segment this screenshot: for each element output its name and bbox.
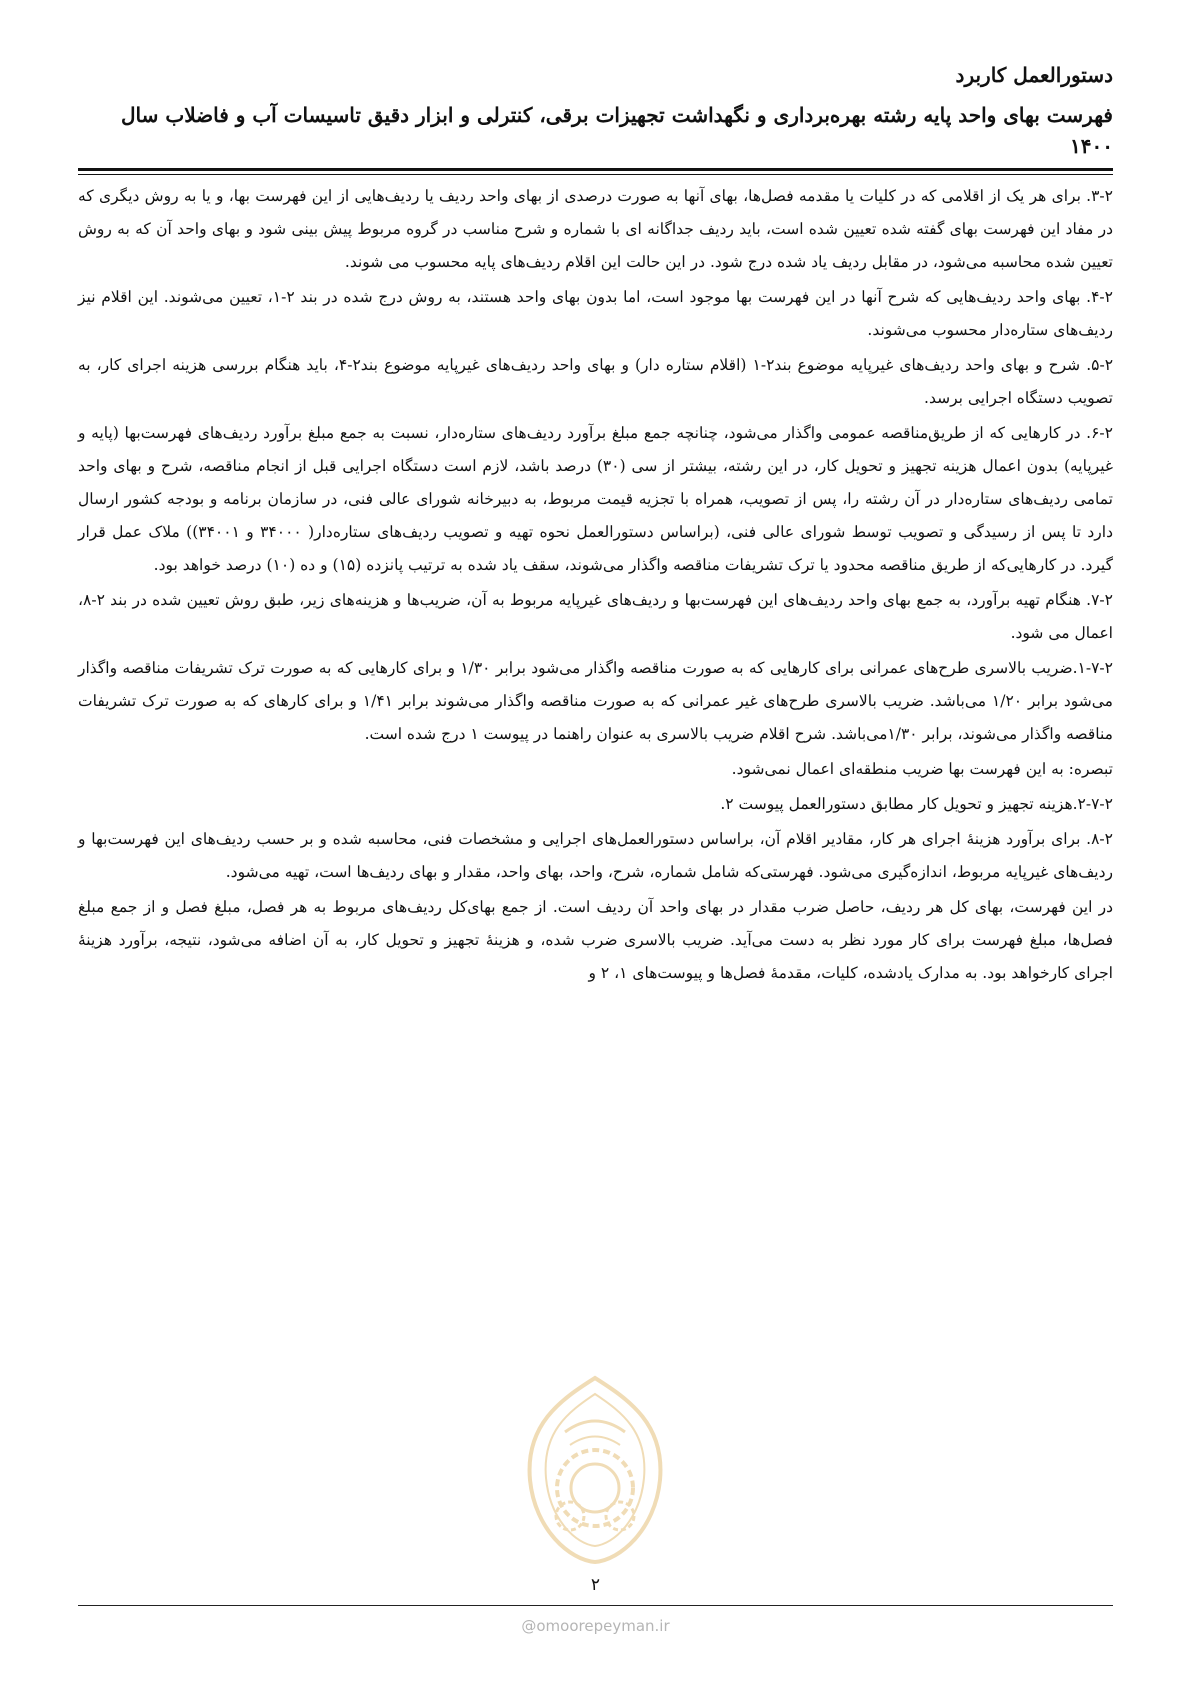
document-label: دستورالعمل کاربرد — [955, 63, 1113, 87]
paragraph-2-8-continued: در این فهرست، بهای کل هر ردیف، حاصل ضرب مقدار در بهای واحد آن ردیف است. از جمع بهای‌کل ردیف‌های مربوط به هر فصل، مبلغ فصل و از جمع مبلغ فصل‌ها، مبلغ فهرست برای کار مورد نظر به دست می‌آید. ضریب بالاسری ضرب شده، و هزینۀ تجهیز و تحویل کار، به آن اضافه می‌شود، نتیجه، برآورد هزینۀ اجرای کارخواهد بود. به مدارک یادشده، کلیات، مقدمۀ فصل‌ها و پیوست‌های ۱، ۲ و — [78, 898, 1113, 982]
document-title: فهرست بهای واحد پایه رشته بهره‌برداری و نگهداشت تجهیزات برقی، کنترلی و ابزار دقیق تاسیسات آب و فاضلاب سال ۱۴۰۰ — [121, 103, 1113, 158]
seal-watermark-icon — [510, 1370, 680, 1570]
document-body — [78, 180, 1113, 992]
header-divider-thin — [78, 174, 1113, 175]
page-header — [78, 60, 1113, 162]
website-footer: @omoorepeyman.ir — [521, 1617, 670, 1635]
paragraph-2-7-1: ۱-۷-۲.ضریب بالاسری طرح‌های عمرانی برای کارهایی که به صورت مناقصه واگذار می‌شود برابر ۱/۳۰ و برای کارهایی که به صورت ترک تشریفات مناقصه واگذار می‌شود برابر ۱/۲۰ می‌باشد. ضریب بالاسری طرح‌های غیر عمرانی که به صورت مناقصه واگذار می‌شوند برابر ۱/۴۱ و برای کارهای که به صورت ترک تشریفات مناقصه واگذار می‌شوند، برابر ۱/۳۰می‌باشد. شرح اقلام ضریب بالاسری به عنوان راهنما در پیوست ۱ درج شده است. — [78, 659, 1113, 743]
paragraph-2-5: ۵-۲. شرح و بهای واحد ردیف‌های غیرپایه موضوع بند۲-۱ (اقلام ستاره دار) و بهای واحد ردیف‌های غیرپایه موضوع بند۲-۴، باید هنگام بررسی هزینه اجرای کار، به تصویب دستگاه اجرایی برسد. — [78, 356, 1114, 407]
paragraph-2-8: ۸-۲. برای برآورد هزینۀ اجرای هر کار، مقادیر اقلام آن، براساس دستورالعمل‌های اجرایی و مشخصات فنی، محاسبه شده و بر حسب ردیف‌های این فهرست‌بها و ردیف‌های غیرپایه مربوط، اندازه‌گیری می‌شود. فهرستی‌که شامل شماره، شرح، واحد، بهای واحد، مقدار و بهای ردیف‌ها است، تهیه می‌شود. — [78, 830, 1113, 881]
paragraph-2-7-2: ۲-۷-۲.هزینه تجهیز و تحویل کار مطابق دستورالعمل پیوست ۲. — [720, 795, 1113, 813]
paragraph-2-4: ۴-۲. بهای واحد ردیف‌هایی که شرح آنها در این فهرست بها موجود است، اما بدون بهای واحد هستند، به روش درج شده در بند ۲-۱، تعیین می‌شوند. این اقلام نیز ردیف‌های ستاره‌دار محسوب می‌شوند. — [78, 288, 1113, 339]
footer-divider — [78, 1605, 1113, 1606]
header-divider — [78, 168, 1113, 171]
paragraph-2-7: ۷-۲. هنگام تهیه برآورد، به جمع بهای واحد ردیف‌های این فهرست‌بها و ردیف‌های غیرپایه مربوط به آن، ضریب‌ها و هزینه‌های زیر، طبق روش تعیین شده در بند ۲-۸، اعمال می شود. — [78, 591, 1113, 642]
paragraph-2-3: ۳-۲. برای هر یک از اقلامی که در کلیات یا مقدمه فصل‌ها، بهای آنها به صورت درصدی از بهای واحد ردیف یا ردیف‌هایی از این فهرست بها، و یا به روش دیگری که در مفاد این فهرست بهای گفته شده تعیین شده است، باید ردیف جداگانه ای با شماره و شرح مناسب در گروه مربوط پیش بینی شود و بهای واحد آن که به روش تعیین شده محاسبه می‌شود، در مقابل ردیف یاد شده درج شود. در این حالت این اقلام ردیف‌های پایه محسوب می شوند. — [78, 187, 1113, 271]
paragraph-note: تبصره: به این فهرست بها ضریب منطقه‌ای اعمال نمی‌شود. — [731, 760, 1113, 778]
page-number: ۲ — [590, 1575, 601, 1595]
paragraph-2-6: ۶-۲. در کارهایی که از طریق‌مناقصه عمومی واگذار می‌شود، چنانچه جمع مبلغ برآورد ردیف‌های ستاره‌دار، نسبت به جمع مبلغ برآورد ردیف‌های فهرست‌بها (پایه و غیرپایه) بدون اعمال هزینه تجهیز و تحویل کار، در این رشته، بیشتر از سی (۳۰) درصد باشد، لازم است دستگاه اجرایی قبل از انجام مناقصه، شرح و بهای واحد تمامی ردیف‌های ستاره‌دار در آن رشته را، پس از تصویب، همراه با تجزیه قیمت مربوط، به دبیرخانه شورای عالی فنی، در سازمان برنامه و بودجه کشور ارسال دارد تا پس از رسیدگی و تصویب توسط شورای عالی فنی، (براساس دستورالعمل نحوه تهیه و تصویب ردیف‌های ستاره‌دار( ۳۴۰۰۰ و ۳۴۰۰۱)) ملاک عمل قرار گیرد. در کارهایی‌که از طریق مناقصه محدود یا ترک تشریفات مناقصه واگذار می‌شوند، سقف یاد شده به ترتیب پانزده (۱۵) و ده (۱۰) درصد خواهد بود. — [78, 424, 1114, 574]
